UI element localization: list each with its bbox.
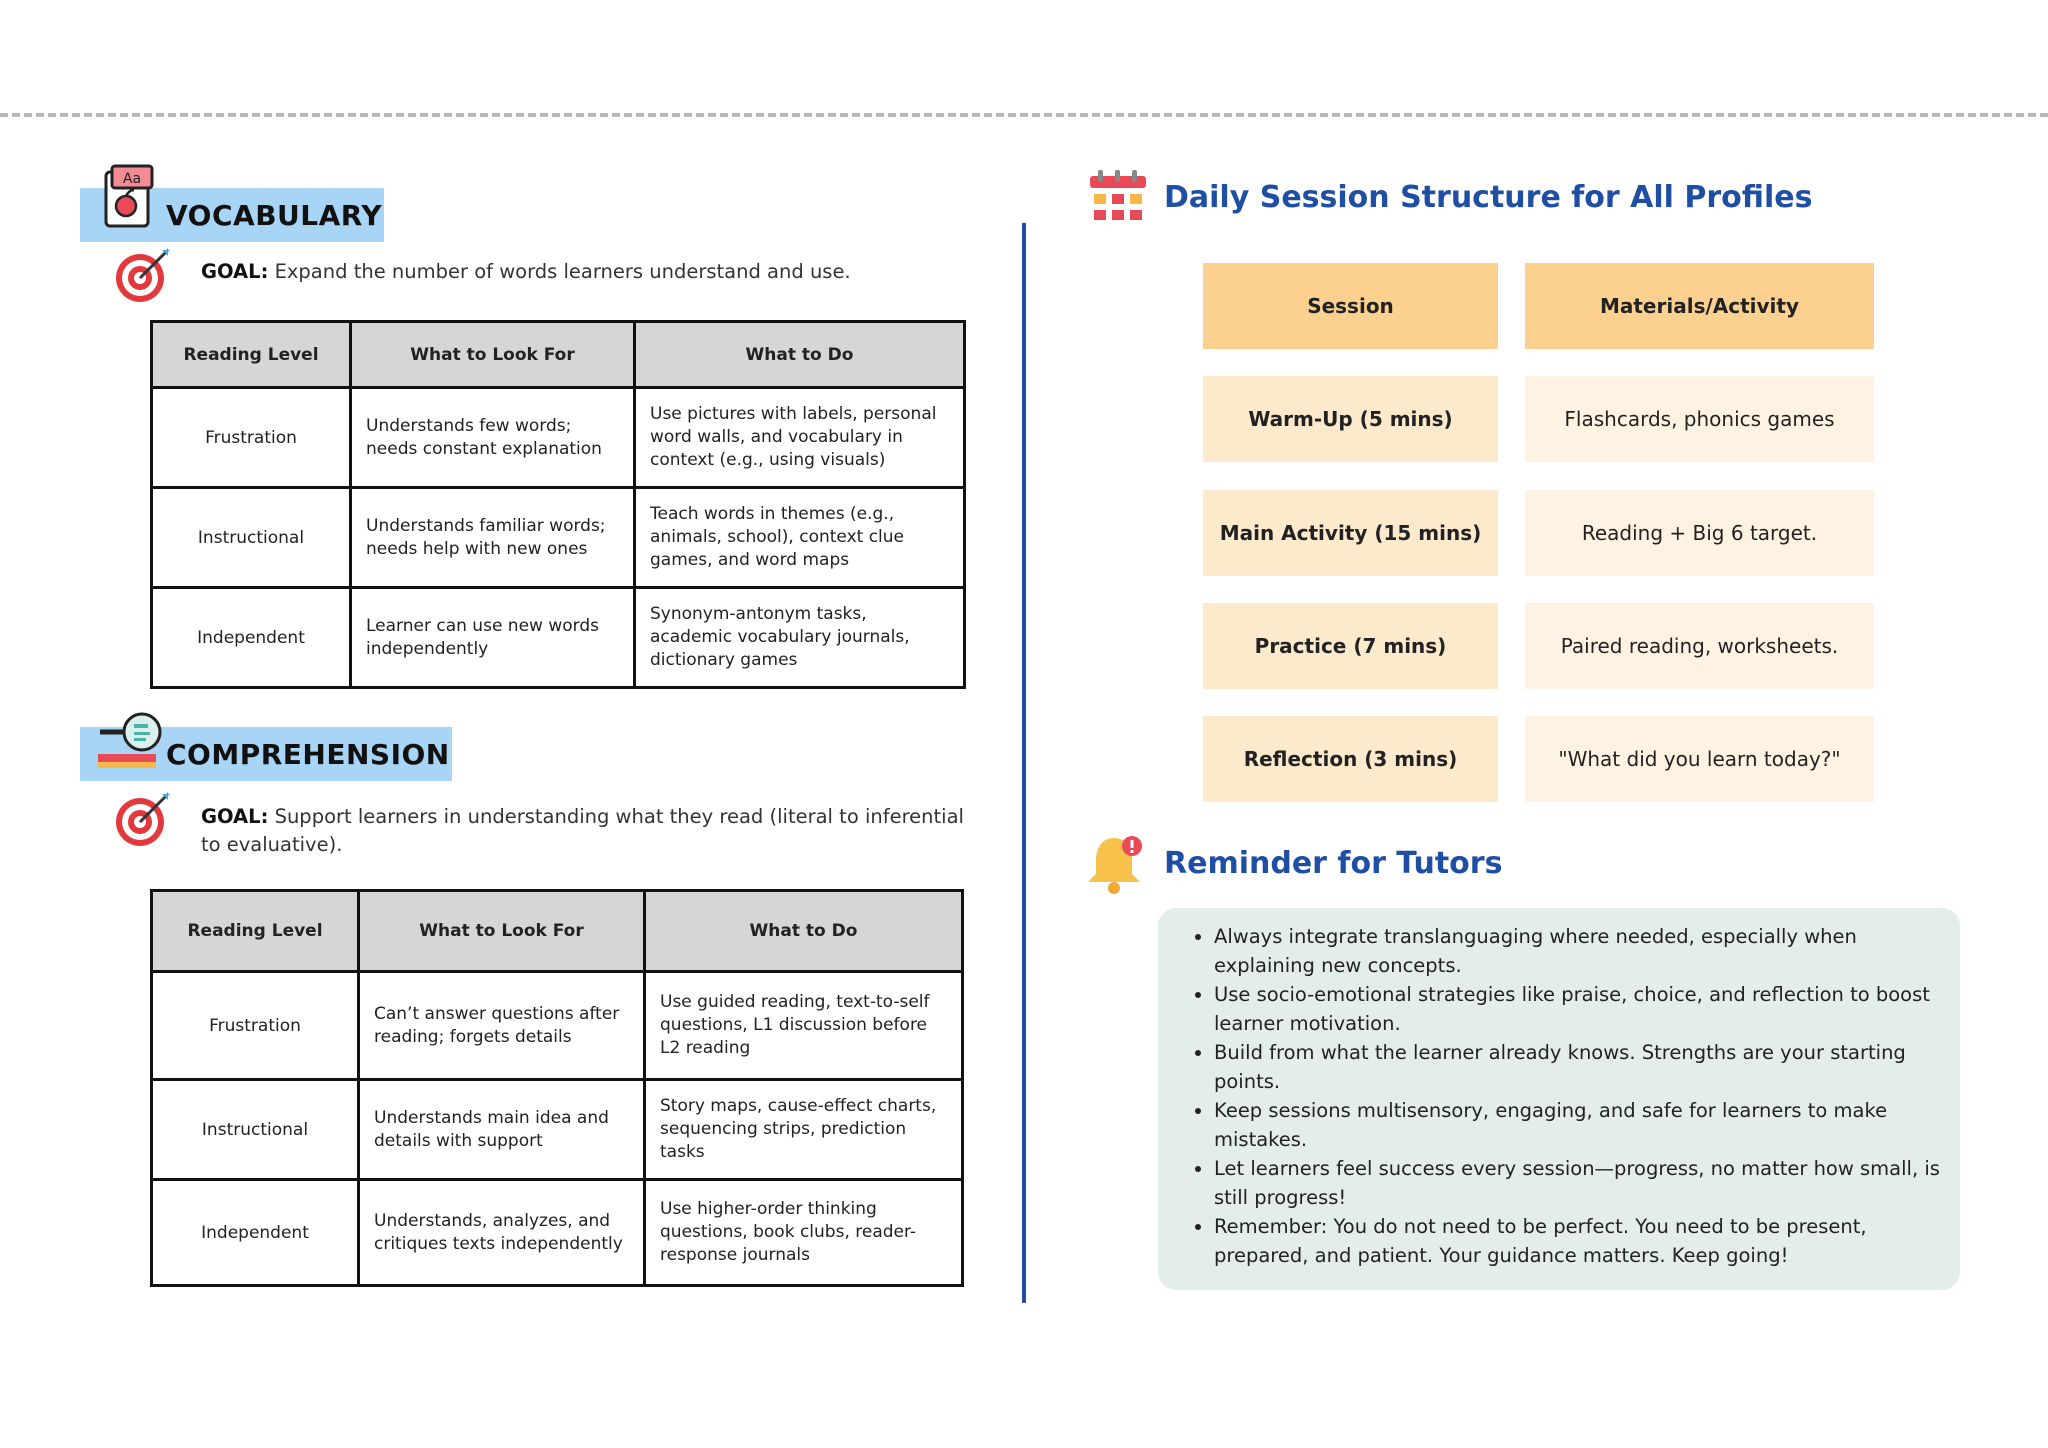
- table-row: [152, 488, 965, 588]
- reminder-list: [1158, 908, 1960, 1270]
- look-for-cell: Learner can use new words independently: [351, 588, 635, 688]
- comprehension-goal: [201, 803, 971, 859]
- reading-level-cell: Instructional: [152, 488, 351, 588]
- session-name-cell: Practice (7 mins): [1203, 603, 1498, 689]
- svg-text:Aa: Aa: [122, 171, 142, 187]
- goal-label: GOAL:: [201, 260, 269, 283]
- session-activity-cell: Reading + Big 6 target.: [1525, 490, 1874, 576]
- session-activity-cell: "What did you learn today?": [1525, 716, 1874, 802]
- session-activity-cell: Flashcards, phonics games: [1525, 376, 1874, 462]
- table-row: [152, 388, 965, 488]
- list-item: • Always integrate translanguaging where needed, especially when explaining new concepts.: [1214, 922, 1940, 980]
- table-row: [152, 972, 963, 1080]
- list-item: • Keep sessions multisensory, engaging, and safe for learners to make mistakes.: [1214, 1096, 1940, 1154]
- table-header-row: [152, 322, 965, 388]
- column-divider: [1022, 223, 1026, 1303]
- target-dart-icon: [114, 246, 172, 304]
- table-row: [152, 1080, 963, 1180]
- column-header: What to Look For: [359, 891, 645, 972]
- vocabulary-table: [150, 320, 966, 689]
- book-magnifier-icon: [96, 710, 162, 772]
- what-to-do-cell: Use higher-order thinking questions, book clubs, reader-response journals: [645, 1180, 963, 1286]
- comprehension-title: COMPREHENSION: [166, 737, 450, 771]
- goal-text: Support learners in understanding what they read (literal to inferential to evaluative).: [201, 805, 964, 856]
- session-name-cell: Reflection (3 mins): [1203, 716, 1498, 802]
- what-to-do-cell: Use pictures with labels, personal word walls, and vocabulary in context (e.g., using visuals): [635, 388, 965, 488]
- reading-level-cell: Independent: [152, 588, 351, 688]
- column-header: What to Do: [635, 322, 965, 388]
- table-row: [152, 1180, 963, 1286]
- reading-level-cell: Frustration: [152, 972, 359, 1080]
- bell-notification-icon: [1084, 832, 1148, 896]
- dashed-separator: [0, 113, 2048, 117]
- what-to-do-cell: Synonym-antonym tasks, academic vocabulary journals, dictionary games: [635, 588, 965, 688]
- list-item: • Use socio-emotional strategies like praise, choice, and reflection to boost learner motivation.: [1214, 980, 1940, 1038]
- list-item: • Build from what the learner already knows. Strengths are your starting points.: [1214, 1038, 1940, 1096]
- column-header: What to Do: [645, 891, 963, 972]
- what-to-do-cell: Use guided reading, text-to-self questions, L1 discussion before L2 reading: [645, 972, 963, 1080]
- table-row: [152, 588, 965, 688]
- what-to-do-cell: Story maps, cause-effect charts, sequencing strips, prediction tasks: [645, 1080, 963, 1180]
- dictionary-apple-icon: [102, 164, 154, 230]
- session-name-cell: Main Activity (15 mins): [1203, 490, 1498, 576]
- reminder-box: [1158, 908, 1960, 1290]
- comprehension-table: [150, 889, 964, 1287]
- session-header-cell: Session: [1203, 263, 1498, 349]
- session-title: Daily Session Structure for All Profiles: [1164, 180, 1813, 215]
- vocabulary-goal: [201, 258, 961, 286]
- column-header: Reading Level: [152, 322, 351, 388]
- reading-level-cell: Frustration: [152, 388, 351, 488]
- column-header: What to Look For: [351, 322, 635, 388]
- goal-text: Expand the number of words learners understand and use.: [268, 260, 851, 283]
- look-for-cell: Can’t answer questions after reading; forgets details: [359, 972, 645, 1080]
- look-for-cell: Understands, analyzes, and critiques texts independently: [359, 1180, 645, 1286]
- table-header-row: [152, 891, 963, 972]
- list-item: • Let learners feel success every session—progress, no matter how small, is still progress!: [1214, 1154, 1940, 1212]
- reading-level-cell: Instructional: [152, 1080, 359, 1180]
- list-item: • Remember: You do not need to be perfect. You need to be present, prepared, and patient. Your guidance matters. Keep going!: [1214, 1212, 1940, 1270]
- what-to-do-cell: Teach words in themes (e.g., animals, school), context clue games, and word maps: [635, 488, 965, 588]
- target-dart-icon: [114, 790, 172, 848]
- reminder-title: Reminder for Tutors: [1164, 846, 1503, 881]
- vocabulary-title: VOCABULARY: [166, 198, 383, 232]
- column-header: Reading Level: [152, 891, 359, 972]
- look-for-cell: Understands few words; needs constant explanation: [351, 388, 635, 488]
- look-for-cell: Understands main idea and details with support: [359, 1080, 645, 1180]
- look-for-cell: Understands familiar words; needs help with new ones: [351, 488, 635, 588]
- materials-header-cell: Materials/Activity: [1525, 263, 1874, 349]
- session-activity-cell: Paired reading, worksheets.: [1525, 603, 1874, 689]
- session-name-cell: Warm-Up (5 mins): [1203, 376, 1498, 462]
- goal-label: GOAL:: [201, 805, 269, 828]
- reading-level-cell: Independent: [152, 1180, 359, 1286]
- calendar-icon: [1088, 170, 1148, 230]
